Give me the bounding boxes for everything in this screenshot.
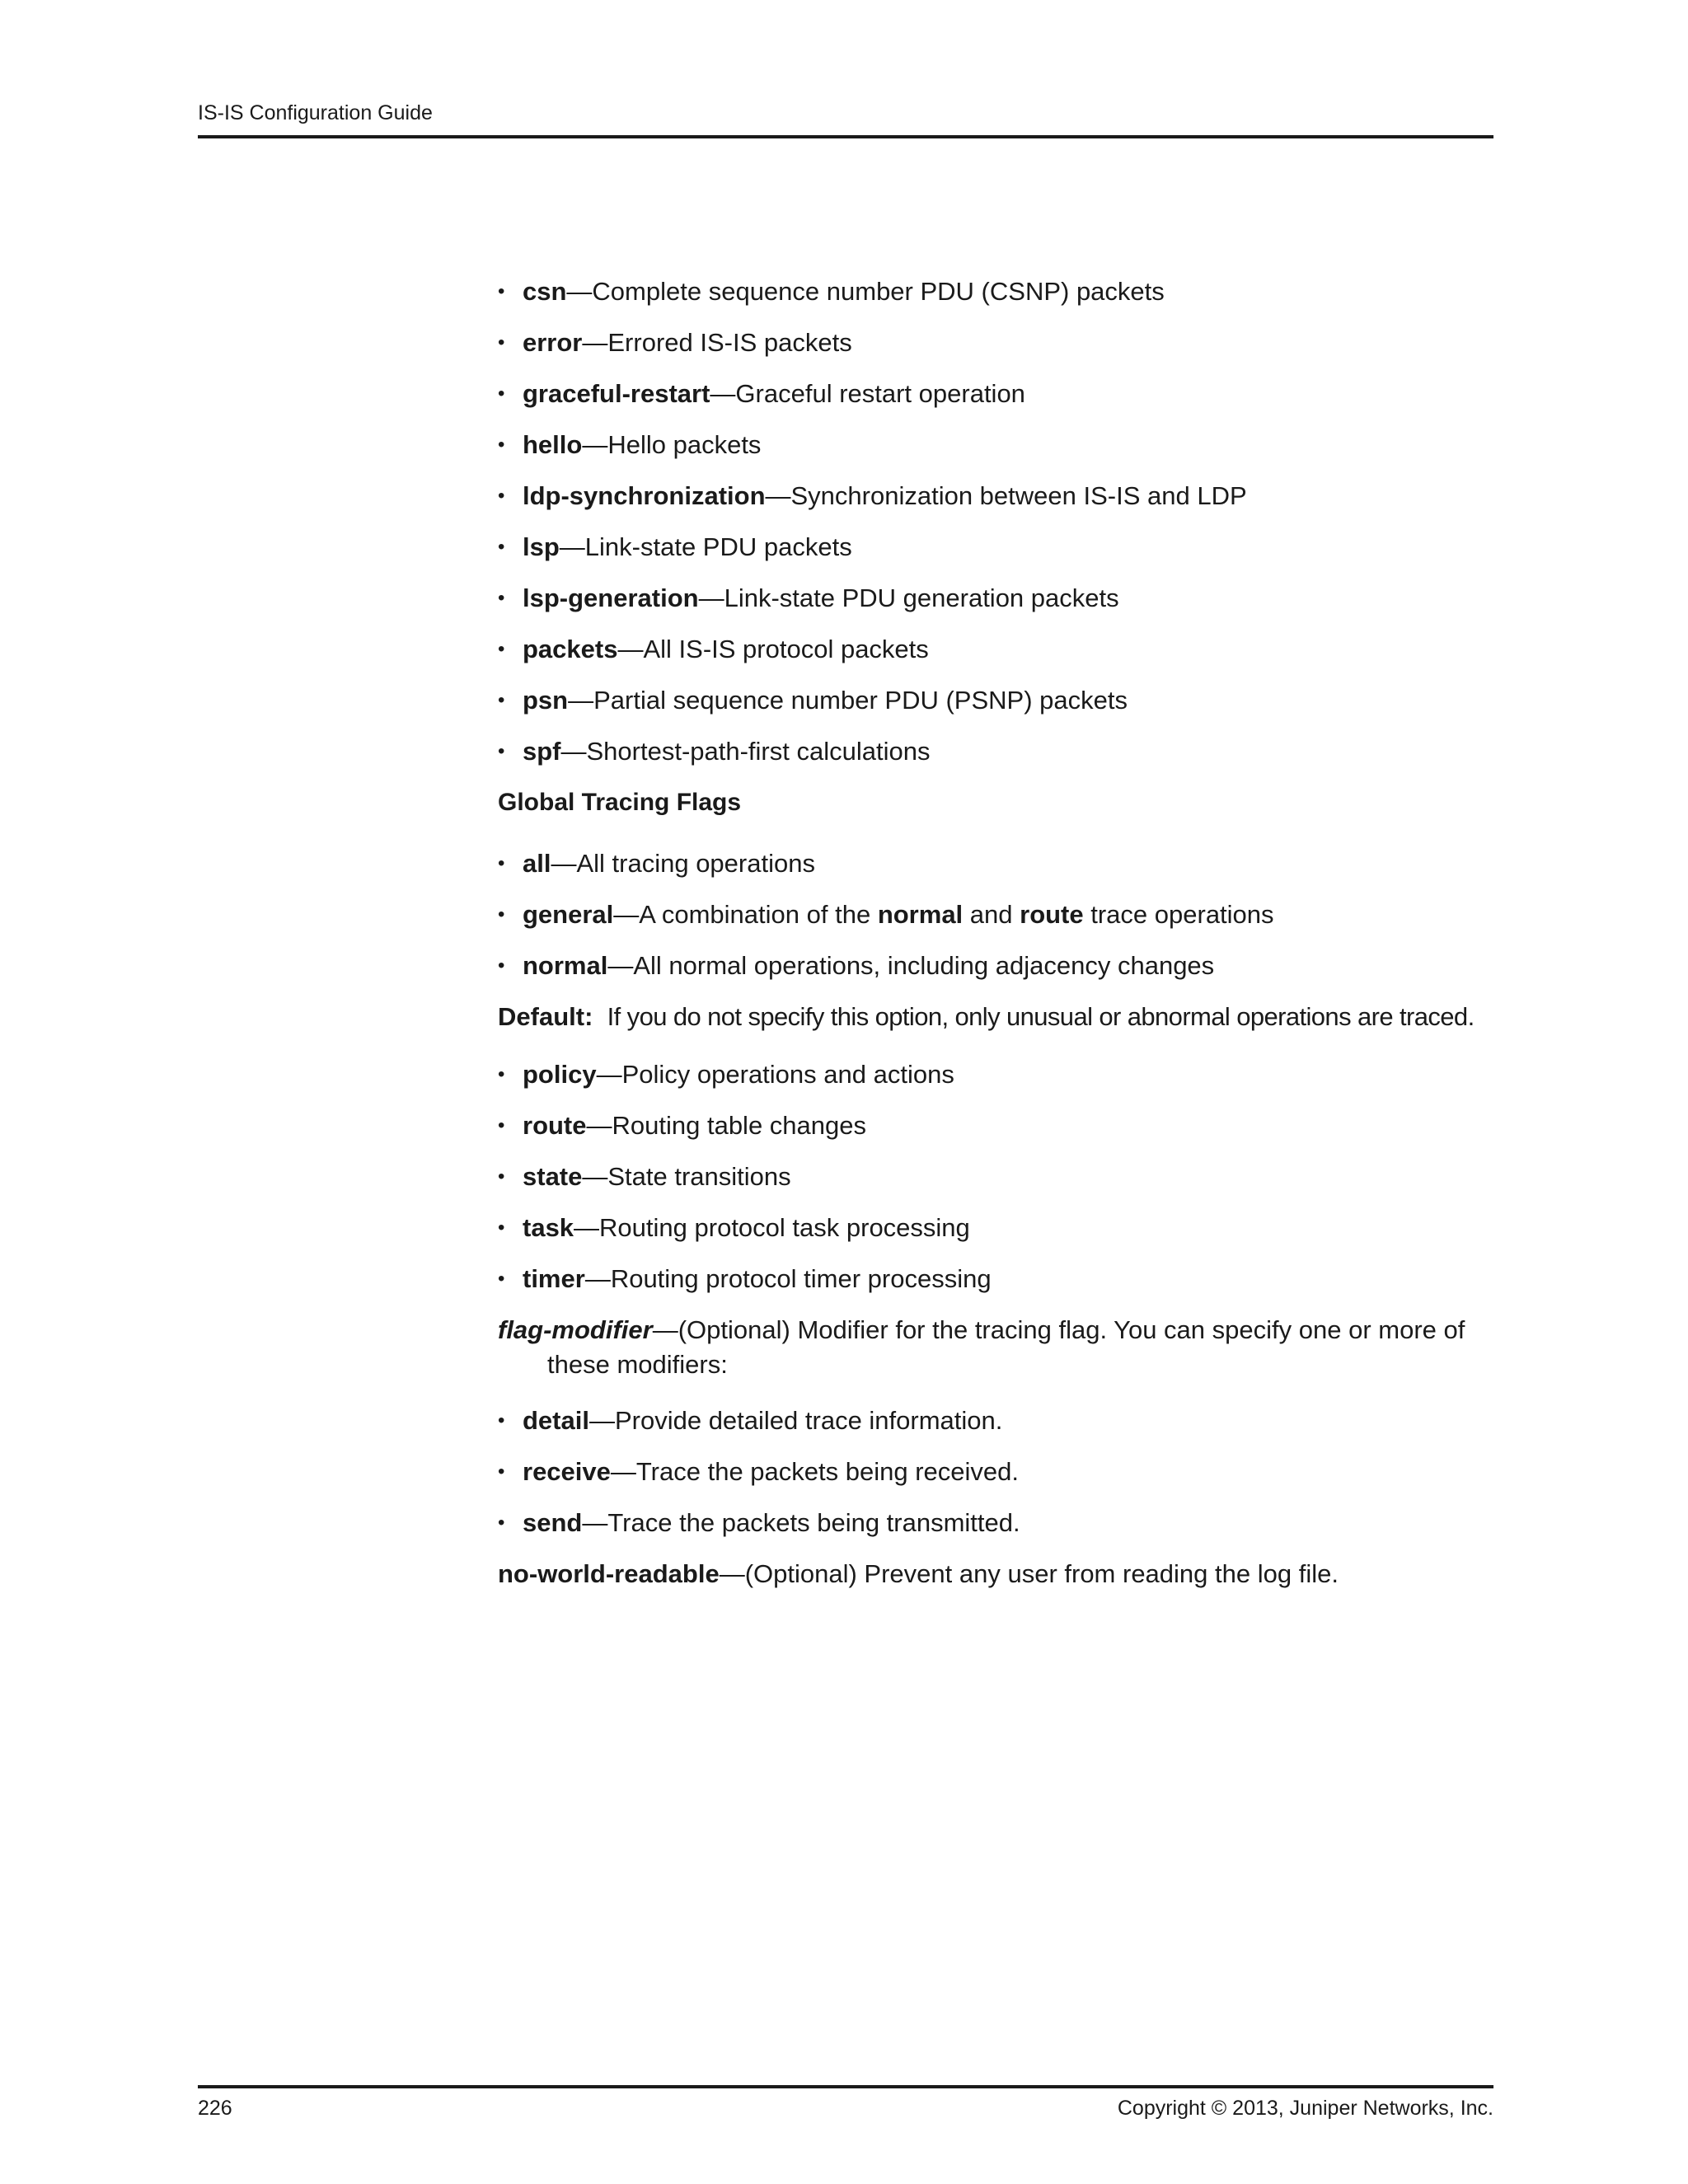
flag-description: —Synchronization between IS-IS and LDP (765, 481, 1247, 510)
trace-flags-list (498, 274, 1495, 785)
flag-term: route (523, 1111, 587, 1140)
default-label: Default: (498, 1002, 593, 1031)
bullet-icon: • (498, 485, 505, 507)
flag-modifier-term: flag-modifier (498, 1315, 653, 1344)
flag-description: —Routing table changes (586, 1111, 867, 1140)
copyright-notice: Copyright © 2013, Juniper Networks, Inc. (1117, 2097, 1493, 2120)
flag-term: packets (523, 635, 618, 663)
bullet-icon: • (498, 689, 505, 711)
flag-term: csn (523, 277, 567, 306)
list-item (498, 479, 1495, 530)
bullet-icon: • (498, 280, 505, 302)
list-item (498, 428, 1495, 479)
flag-term: detail (523, 1406, 589, 1435)
no-world-readable-text: —(Optional) Prevent any user from reading the log file. (719, 1559, 1339, 1588)
bullet-icon: • (498, 434, 505, 456)
list-item (498, 846, 1495, 898)
flag-description: and (963, 900, 1020, 929)
page-number: 226 (198, 2097, 232, 2120)
flag-description: —Routing protocol task processing (574, 1213, 970, 1242)
flag-description: —Link-state PDU generation packets (698, 583, 1119, 612)
flag-term: hello (523, 430, 583, 459)
flag-description: —Policy operations and actions (596, 1060, 954, 1089)
flag-term: send (523, 1508, 583, 1537)
flag-term: lsp (523, 532, 560, 561)
list-item (498, 632, 1495, 683)
bullet-icon: • (498, 1114, 505, 1137)
default-text: If you do not specify this option, only unusual or abnormal operations are traced. (607, 1002, 1475, 1031)
bullet-icon: • (498, 1216, 505, 1239)
no-world-readable-term: no-world-readable (498, 1559, 720, 1588)
flag-term: all (523, 849, 551, 878)
flag-term: lsp-generation (523, 583, 699, 612)
flag-description: —A combination of the (613, 900, 878, 929)
bullet-icon: • (498, 382, 505, 405)
modifier-list (498, 1404, 1495, 1557)
list-item (498, 898, 1495, 949)
flag-description: trace operations (1083, 900, 1274, 929)
page-header (198, 99, 1493, 138)
list-item (498, 581, 1495, 632)
list-item (498, 326, 1495, 377)
list-item (498, 1057, 1495, 1108)
bullet-icon: • (498, 1063, 505, 1085)
flag-description: —Partial sequence number PDU (PSNP) packets (568, 686, 1128, 715)
bullet-icon: • (498, 587, 505, 609)
list-item (498, 1506, 1495, 1557)
list-item (498, 1455, 1495, 1506)
list-item (498, 530, 1495, 581)
flag-description: —Routing protocol timer processing (584, 1264, 992, 1293)
global-flags-list (498, 846, 1495, 1000)
flag-description: —Link-state PDU packets (559, 532, 852, 561)
flag-term: timer (523, 1264, 585, 1293)
bullet-icon: • (498, 1268, 505, 1290)
global-flags-list-continued (498, 1057, 1495, 1313)
flag-description: —All tracing operations (551, 849, 815, 878)
flag-term: psn (523, 686, 569, 715)
bullet-icon: • (498, 1460, 505, 1483)
list-item (498, 1108, 1495, 1160)
flag-description: —Shortest-path-first calculations (560, 737, 931, 766)
default-paragraph (498, 1000, 1495, 1057)
no-world-readable-paragraph (498, 1557, 1495, 1606)
flag-modifier-paragraph (498, 1313, 1495, 1404)
section-heading: Global Tracing Flags (498, 789, 742, 816)
header-title: IS-IS Configuration Guide (198, 101, 433, 124)
flag-description: —Trace the packets being received. (610, 1457, 1019, 1486)
list-item (498, 1404, 1495, 1455)
flag-modifier-text: —(Optional) Modifier for the tracing flag. You can specify one or more of these modifiers: (547, 1315, 1465, 1379)
bullet-icon: • (498, 1165, 505, 1188)
bullet-icon: • (498, 740, 505, 762)
bullet-icon: • (498, 1511, 505, 1534)
list-item (498, 1262, 1495, 1313)
bullet-icon: • (498, 954, 505, 977)
flag-term: graceful-restart (523, 379, 710, 408)
flag-description: —State transitions (582, 1162, 791, 1191)
bullet-icon: • (498, 638, 505, 660)
flag-description: —Graceful restart operation (710, 379, 1025, 408)
flag-term: ldp-synchronization (523, 481, 766, 510)
flag-term: task (523, 1213, 574, 1242)
list-item (498, 377, 1495, 428)
bullet-icon: • (498, 331, 505, 354)
bullet-icon: • (498, 852, 505, 874)
flag-term: policy (523, 1060, 597, 1089)
flag-description: —Provide detailed trace information. (588, 1406, 1003, 1435)
inline-term: normal (877, 900, 964, 929)
flag-term: general (523, 900, 614, 929)
bullet-icon: • (498, 1409, 505, 1432)
list-item (498, 683, 1495, 734)
flag-term: receive (523, 1457, 611, 1486)
flag-term: normal (523, 951, 608, 980)
list-item (498, 274, 1495, 326)
page-footer (198, 2085, 1493, 2138)
flag-description: —All IS-IS protocol packets (617, 635, 929, 663)
main-content (498, 274, 1495, 1606)
list-item (498, 949, 1495, 1000)
flag-description: —Complete sequence number PDU (CSNP) packets (566, 277, 1165, 306)
flag-description: —All normal operations, including adjacency changes (607, 951, 1215, 980)
flag-term: spf (523, 737, 561, 766)
flag-description: —Errored IS-IS packets (582, 328, 852, 357)
flag-term: state (523, 1162, 583, 1191)
bullet-icon: • (498, 903, 505, 926)
list-item (498, 1211, 1495, 1262)
list-item (498, 1160, 1495, 1211)
inline-term: route (1020, 900, 1084, 929)
flag-description: —Hello packets (582, 430, 762, 459)
bullet-icon: • (498, 536, 505, 558)
flag-description: —Trace the packets being transmitted. (582, 1508, 1020, 1537)
list-item (498, 734, 1495, 785)
flag-term: error (523, 328, 583, 357)
